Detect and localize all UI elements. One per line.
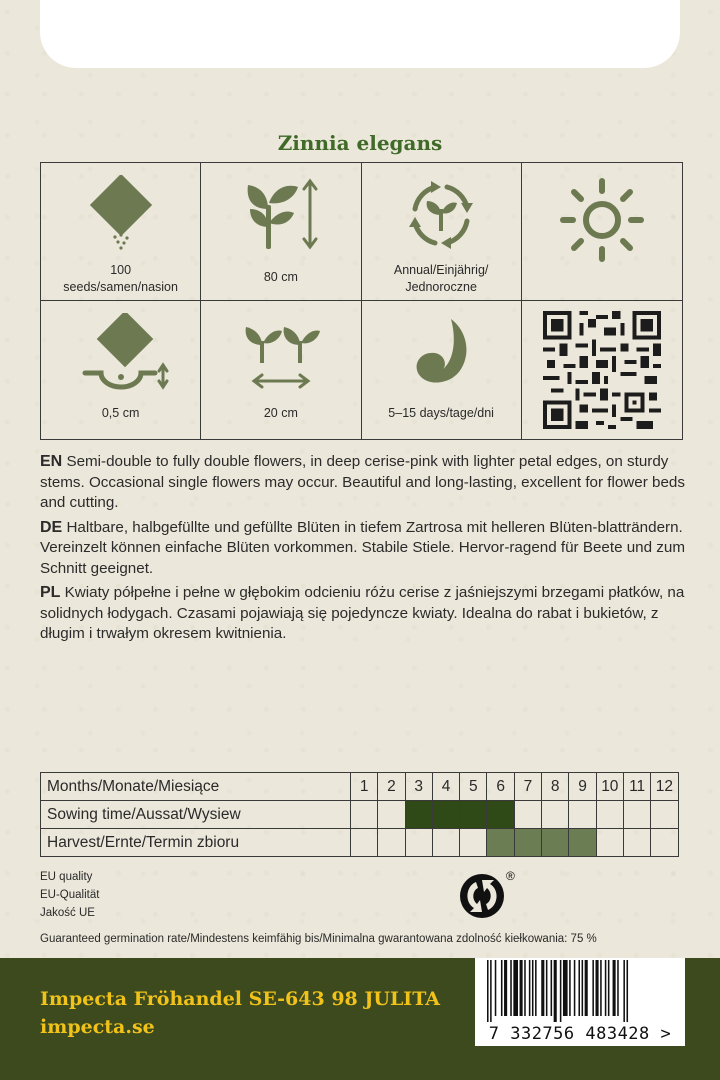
sowing-month-7 <box>514 801 541 829</box>
month-header: 3 <box>405 773 432 801</box>
lang-code-pl: PL <box>40 584 61 601</box>
month-header: 11 <box>623 773 650 801</box>
seeds-caption-line1: 100 <box>110 263 132 277</box>
harvest-month-2 <box>378 829 405 857</box>
eu-quality-pl: Jakość UE <box>40 907 95 919</box>
harvest-month-9 <box>569 829 596 857</box>
cell-sun <box>522 163 682 301</box>
depth-caption: 0,5 cm <box>101 406 140 420</box>
sowing-month-1 <box>351 801 378 829</box>
month-header: 6 <box>487 773 514 801</box>
month-header: 9 <box>569 773 596 801</box>
month-header: 1 <box>351 773 378 801</box>
icon-grid <box>40 162 683 440</box>
company-address: Impecta Fröhandel SE-643 98 JULITA <box>40 988 441 1010</box>
eu-quality <box>40 868 99 922</box>
cell-depth <box>41 301 201 439</box>
plant-height-icon <box>236 175 326 255</box>
registered-mark: ® <box>506 869 515 883</box>
month-header: 10 <box>596 773 623 801</box>
eu-quality-de: EU-Qualität <box>40 889 100 901</box>
lifecycle-caption-line1: Annual/Einjährig/ <box>393 263 489 277</box>
sowing-month-5 <box>460 801 487 829</box>
seed-packet-icon <box>81 175 161 255</box>
cell-spacing <box>201 301 361 439</box>
company-website[interactable]: impecta.se <box>40 1016 155 1038</box>
cell-germination <box>362 301 522 439</box>
month-header: 12 <box>651 773 678 801</box>
sowing-label: Sowing time/Aussat/Wysiew <box>41 801 351 829</box>
plant-spacing-icon <box>236 313 326 393</box>
calendar-sowing-row <box>41 801 679 829</box>
lang-code-de: DE <box>40 518 63 536</box>
sowing-month-2 <box>378 801 405 829</box>
harvest-label: Harvest/Ernte/Termin zbioru <box>41 829 351 857</box>
height-caption: 80 cm <box>263 270 298 284</box>
months-label: Months/Monate/Miesiące <box>41 773 351 801</box>
hanger-cutout <box>40 0 680 68</box>
sowing-month-6 <box>487 801 514 829</box>
barcode <box>475 958 685 1046</box>
description <box>40 452 685 649</box>
sowing-month-11 <box>623 801 650 829</box>
description-pl-text: Kwiaty półpełne i pełne w głębokim odcieniu różu cerise z jaśniejszymi brzegami płatków, na solidnych łodygach. Czasami pojawiają się pojedyncze kwiaty. Idealna do rabat i bukietów, z długim i trwałym okresem kwitnienia. <box>40 584 685 642</box>
cell-qr <box>522 301 682 439</box>
month-header: 4 <box>432 773 459 801</box>
sowing-month-12 <box>651 801 678 829</box>
sowing-month-4 <box>432 801 459 829</box>
description-de-text: Haltbare, halbgefüllte und gefüllte Blüten in tiefem Zartrosa mit helleren Blüten-blatträndern. Vereinzelt können einfache Blüten vorkommen. Stabile Stiele. Hervor-ragend für Beete und zum Schnitt geeignet. <box>40 518 685 577</box>
description-en-text: Semi-double to fully double flowers, in deep cerise-pink with lighter petal edges, on sturdy stems. Occasional single flowers may occur. Beautiful and long-lasting, excellent for flower beds and cutting. <box>40 453 685 511</box>
germination-guarantee: Guaranteed germination rate/Mindestens keimfähig bis/Minimalna gwarantowana zdolność kiełkowania: 75 % <box>40 933 597 945</box>
qr-code[interactable] <box>543 311 661 429</box>
sowing-month-9 <box>569 801 596 829</box>
sowing-month-3 <box>405 801 432 829</box>
species-title: Zinnia elegans <box>277 131 443 155</box>
sowing-calendar <box>40 772 679 857</box>
month-header: 7 <box>514 773 541 801</box>
seeds-caption-line2: seeds/samen/nasion <box>63 280 178 294</box>
green-dot-recycle-icon <box>456 866 524 924</box>
month-header: 2 <box>378 773 405 801</box>
germination-caption: 5–15 days/tage/dni <box>388 406 494 420</box>
full-sun-icon <box>557 175 647 265</box>
harvest-month-8 <box>542 829 569 857</box>
harvest-month-7 <box>514 829 541 857</box>
spacing-caption: 20 cm <box>263 406 298 420</box>
germination-icon <box>401 313 481 393</box>
annual-cycle-icon <box>401 175 481 255</box>
eu-quality-en: EU quality <box>40 871 93 883</box>
harvest-month-3 <box>405 829 432 857</box>
lifecycle-caption-line2: Jednoroczne <box>405 280 477 294</box>
harvest-month-12 <box>651 829 678 857</box>
cell-seeds <box>41 163 201 301</box>
barcode-bars <box>485 960 675 1022</box>
harvest-month-6 <box>487 829 514 857</box>
month-header: 8 <box>542 773 569 801</box>
harvest-month-10 <box>596 829 623 857</box>
calendar-months-row <box>41 773 679 801</box>
sowing-depth-icon <box>71 313 171 393</box>
cell-height <box>201 163 361 301</box>
harvest-month-5 <box>460 829 487 857</box>
sowing-month-10 <box>596 801 623 829</box>
description-de <box>40 518 685 580</box>
description-pl <box>40 583 685 645</box>
month-header: 5 <box>460 773 487 801</box>
sowing-month-8 <box>542 801 569 829</box>
harvest-month-11 <box>623 829 650 857</box>
harvest-month-1 <box>351 829 378 857</box>
lang-code-en: EN <box>40 453 63 470</box>
description-en <box>40 452 685 514</box>
calendar-harvest-row <box>41 829 679 857</box>
barcode-digits: 7 332756 483428 > <box>488 1024 672 1044</box>
cell-lifecycle <box>362 163 522 301</box>
harvest-month-4 <box>432 829 459 857</box>
